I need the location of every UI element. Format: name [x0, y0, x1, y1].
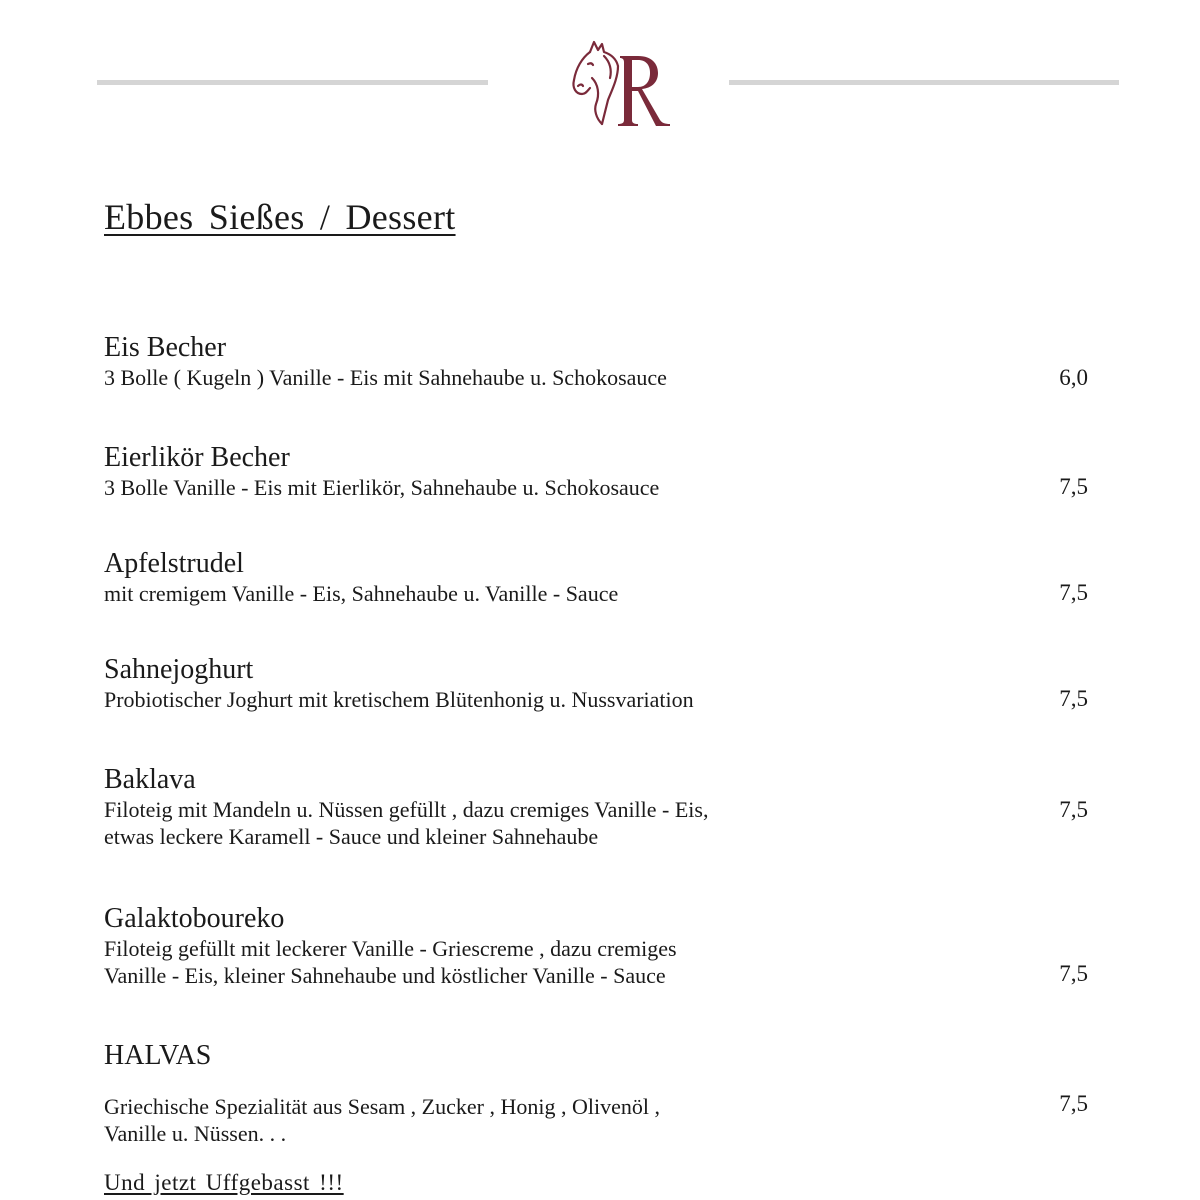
menu-item-name: Sahnejoghurt: [104, 654, 254, 685]
menu-item-name: HALVAS: [104, 1040, 212, 1071]
menu-item-description-line: Filoteig mit Mandeln u. Nüssen gefüllt , dazu cremiges Vanille - Eis,: [104, 797, 709, 822]
menu-item-description-line: Filoteig gefüllt mit leckerer Vanille - Griescreme , dazu cremiges: [104, 936, 677, 961]
menu-item-description: [104, 580, 1104, 607]
menu-item-description: [104, 686, 1104, 713]
menu-item-price: 7,5: [1059, 961, 1088, 986]
menu-item-price: 7,5: [1059, 474, 1088, 499]
menu-item-price: 7,5: [1059, 580, 1088, 605]
menu-item-name: Eierlikör Becher: [104, 442, 290, 473]
menu-item-eierlikoer-becher: [104, 443, 1104, 501]
menu-item-apfelstrudel: [104, 549, 1104, 607]
menu-item-halvas: [104, 1041, 1104, 1147]
menu-item-description-line: Vanille - Eis, kleiner Sahnehaube und köstlicher Vanille - Sauce: [104, 963, 666, 988]
page-title: Ebbes Sießes / Dessert: [104, 197, 456, 237]
menu-item-baklava: [104, 765, 1104, 850]
menu-item-price: 6,0: [1059, 365, 1088, 390]
header-divider-left: [97, 80, 488, 85]
menu-item-name: Galaktoboureko: [104, 903, 285, 934]
menu-item-description: [104, 364, 1104, 391]
menu-item-name: Eis Becher: [104, 332, 227, 363]
menu-item-description-line: 3 Bolle Vanille - Eis mit Eierlikör, Sahnehaube u. Schokosauce: [104, 475, 660, 500]
menu-item-description: [104, 1093, 1104, 1147]
menu-item-description: [104, 796, 1104, 850]
footer-note: Und jetzt Uffgebasst !!!: [104, 1170, 344, 1195]
menu-item-description: [104, 474, 1104, 501]
menu-item-price: 7,5: [1059, 686, 1088, 711]
header-divider-right: [729, 80, 1119, 85]
menu-item-description-line: Probiotischer Joghurt mit kretischem Blütenhonig u. Nussvariation: [104, 687, 694, 712]
menu-item-name: Baklava: [104, 764, 196, 795]
menu-item-description-line: 3 Bolle ( Kugeln ) Vanille - Eis mit Sahnehaube u. Schokosauce: [104, 365, 667, 390]
menu-item-description: [104, 935, 1104, 989]
menu-item-eis-becher: [104, 333, 1104, 391]
menu-item-description-line: Vanille u. Nüssen. . .: [104, 1121, 287, 1146]
menu-item-description-line: etwas leckere Karamell - Sauce und kleiner Sahnehaube: [104, 824, 599, 849]
menu-item-price: 7,5: [1059, 797, 1088, 822]
menu-item-description-line: Griechische Spezialität aus Sesam , Zucker , Honig , Olivenöl ,: [104, 1094, 660, 1119]
menu-item-name: Apfelstrudel: [104, 548, 244, 579]
menu-item-galaktoboureko: [104, 904, 1104, 989]
menu-item-description-line: mit cremigem Vanille - Eis, Sahnehaube u. Vanille - Sauce: [104, 581, 619, 606]
horse-head-r-logo-icon: [568, 38, 680, 130]
menu-item-price: 7,5: [1059, 1091, 1088, 1116]
menu-item-sahnejoghurt: [104, 655, 1104, 713]
